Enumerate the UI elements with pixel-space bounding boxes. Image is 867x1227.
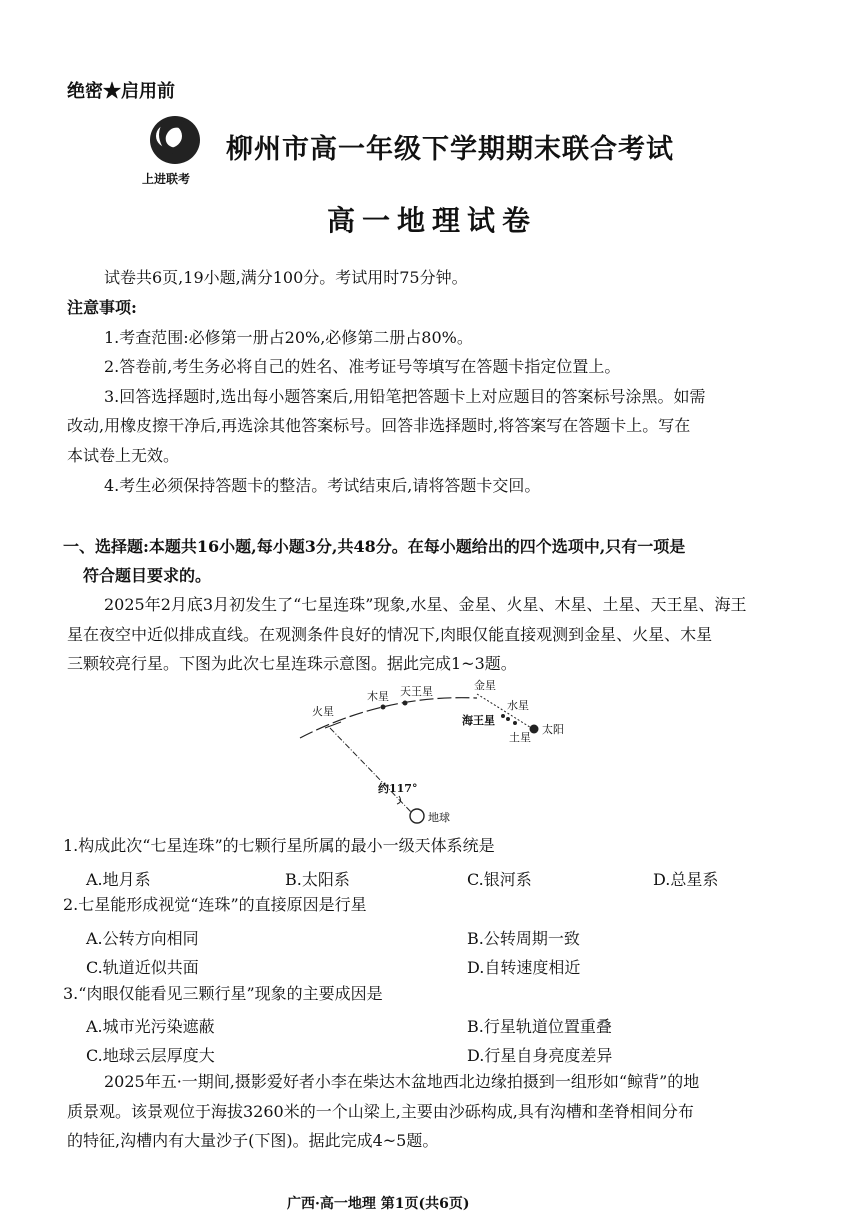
label-mars: 火星 — [312, 705, 334, 718]
option-d: D.行星自身亮度差异 — [467, 1046, 613, 1065]
option-a: A.城市光污染遮蔽 — [86, 1017, 215, 1036]
option-c: C.轨道近似共面 — [86, 958, 199, 977]
option-d: D.总星系 — [653, 870, 719, 889]
label-angle: 约117° — [378, 782, 418, 795]
label-neptune: 海王星 — [462, 714, 495, 727]
section-heading: 一、选择题:本题共16小题,每小题3分,共48分。在每小题给出的四个选项中,只有一项是 — [63, 537, 686, 556]
uranus-dot — [403, 701, 408, 706]
logo-text: 上进联考 — [142, 172, 191, 186]
option-b: B.行星轨道位置重叠 — [467, 1017, 612, 1036]
exam-title: 柳州市高一年级下学期期末联合考试 — [226, 134, 674, 165]
note-item: 3.回答选择题时,选出每小题答案后,用铅笔把答题卡上对应题目的答案标号涂黑。如需 — [104, 387, 706, 406]
jupiter-dot — [381, 705, 386, 710]
secret-mark: 绝密★启用前 — [67, 81, 175, 102]
option-c: C.地球云层厚度大 — [86, 1046, 215, 1065]
label-uranus: 天王星 — [400, 685, 433, 698]
paper-title: 高一地理试卷 — [327, 204, 538, 237]
note-item: 改动,用橡皮擦干净后,再选涂其他答案标号。回答非选择题时,将答案写在答题卡上。写在 — [67, 416, 691, 435]
question-stem: 1.构成此次“七星连珠”的七颗行星所属的最小一级天体系统是 — [63, 836, 495, 855]
option-a: A.公转方向相同 — [86, 929, 199, 948]
label-sun: 太阳 — [542, 723, 564, 736]
passage-line: 的特征,沟槽内有大量沙子(下图)。据此完成4~5题。 — [67, 1131, 439, 1150]
mercury-dot — [506, 717, 510, 721]
passage-line: 2025年2月底3月初发生了“七星连珠”现象,水星、金星、火星、木星、土星、天王星、海王 — [104, 595, 747, 614]
option-b: B.太阳系 — [285, 870, 350, 889]
option-d: D.自转速度相近 — [467, 958, 581, 977]
saturn-dot — [513, 721, 517, 725]
passage-line: 质景观。该景观位于海拔3260米的一个山梁上,主要由沙砾构成,具有沟槽和垄脊相间分布 — [67, 1102, 694, 1121]
notes-heading: 注意事项: — [67, 298, 137, 317]
note-item: 1.考查范围:必修第一册占20%,必修第二册占80%。 — [104, 328, 473, 347]
question-stem: 2.七星能形成视觉“连珠”的直接原因是行星 — [63, 895, 367, 914]
option-b: B.公转周期一致 — [467, 929, 580, 948]
note-item: 本试卷上无效。 — [67, 446, 180, 465]
label-earth: 地球 — [428, 811, 450, 824]
option-c: C.银河系 — [467, 870, 532, 889]
section-heading-cont: 符合题目要求的。 — [83, 566, 212, 585]
planet-alignment-figure — [295, 676, 585, 846]
logo-graphic — [140, 112, 210, 172]
label-venus: 金星 — [474, 679, 496, 692]
label-mercury: 水星 — [507, 699, 529, 712]
note-item: 2.答卷前,考生务必将自己的姓名、准考证号等填写在答题卡指定位置上。 — [104, 357, 621, 376]
neptune-dot — [501, 714, 505, 718]
earth-circle — [410, 809, 424, 823]
question-stem: 3.“肉眼仅能看见三颗行星”现象的主要成因是 — [63, 984, 383, 1003]
exam-intro: 试卷共6页,19小题,满分100分。考试用时75分钟。 — [104, 268, 468, 287]
passage-line: 2025年五·一期间,摄影爱好者小李在柴达木盆地西北边缘拍摄到一组形如“鲸背”的地 — [104, 1072, 700, 1091]
label-jupiter: 木星 — [367, 690, 389, 703]
label-saturn: 土星 — [509, 731, 531, 744]
page-footer: 广西·高一地理 第1页(共6页) — [287, 1196, 470, 1212]
note-item: 4.考生必须保持答题卡的整洁。考试结束后,请将答题卡交回。 — [104, 476, 541, 495]
option-a: A.地月系 — [86, 870, 151, 889]
passage-line: 三颗较亮行星。下图为此次七星连珠示意图。据此完成1~3题。 — [67, 654, 517, 673]
passage-line: 星在夜空中近似排成直线。在观测条件良好的情况下,肉眼仅能直接观测到金星、火星、木星 — [67, 625, 713, 644]
